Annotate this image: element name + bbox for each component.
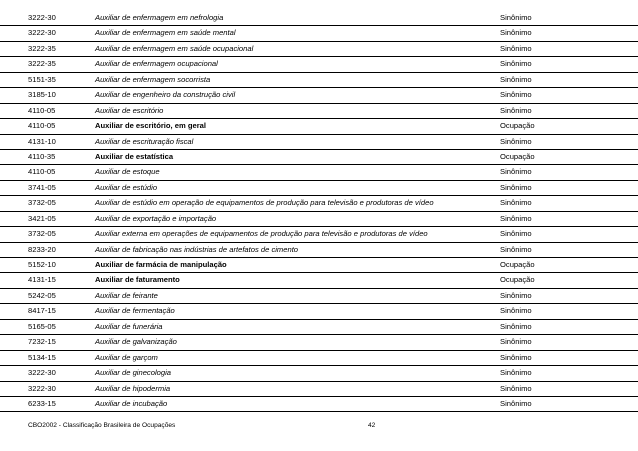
cbo-code: 8233-20 xyxy=(28,244,56,254)
occupation-title: Auxiliar de estoque xyxy=(95,167,160,177)
table-row xyxy=(0,196,638,211)
cbo-code: 8417-15 xyxy=(28,306,56,316)
occupation-title: Auxiliar de engenheiro da construção civil xyxy=(95,90,236,100)
table-row xyxy=(0,150,638,165)
table-row xyxy=(0,104,638,119)
cbo-code: 5165-05 xyxy=(28,321,56,331)
table-row xyxy=(0,258,638,273)
cbo-code: 5152-10 xyxy=(28,260,56,269)
entry-type: Ocupação xyxy=(500,260,535,269)
entry-type: Sinônimo xyxy=(500,368,532,378)
entry-type: Sinônimo xyxy=(500,244,532,254)
footer-title: CBO2002 - Classificação Brasileira de Ocupações xyxy=(28,422,176,429)
entry-type: Ocupação xyxy=(500,121,535,131)
occupation-title: Auxiliar de exportação e importação xyxy=(95,213,217,223)
entry-type: Sinônimo xyxy=(500,229,532,239)
occupation-title: Auxiliar de incubação xyxy=(95,398,168,408)
occupation-title: Auxiliar de escritório, em geral xyxy=(95,121,206,131)
cbo-code: 5151-35 xyxy=(28,74,56,84)
table-row xyxy=(0,212,638,227)
occupation-title: Auxiliar de farmácia de manipulação xyxy=(95,260,227,269)
cbo-code: 5134-15 xyxy=(28,352,56,362)
cbo-code: 4110-05 xyxy=(28,121,56,131)
table-row xyxy=(0,243,638,258)
table-row xyxy=(0,289,638,304)
occupation-title: Auxiliar de fermentação xyxy=(95,306,175,316)
entry-type: Sinônimo xyxy=(500,13,532,22)
table-row xyxy=(0,273,638,288)
occupation-title: Auxiliar de feirante xyxy=(95,290,158,300)
occupation-title: Auxiliar de enfermagem em saúde ocupacional xyxy=(95,43,254,53)
table-row xyxy=(0,119,638,134)
table-row xyxy=(0,304,638,319)
cbo-code: 4131-15 xyxy=(28,275,56,285)
occupation-title: Auxiliar de enfermagem ocupacional xyxy=(95,59,218,69)
entry-type: Sinônimo xyxy=(500,337,532,347)
table-row xyxy=(0,320,638,335)
table-row xyxy=(0,165,638,180)
entry-type: Sinônimo xyxy=(500,352,532,362)
table-row xyxy=(0,73,638,88)
occupation-title: Auxiliar de fabricação nas indústrias de artefatos de cimento xyxy=(95,244,299,254)
occupation-title: Auxiliar de escrituração fiscal xyxy=(95,136,194,146)
cbo-code: 3222-35 xyxy=(28,43,56,53)
cbo-code: 4110-35 xyxy=(28,151,56,161)
entry-type: Sinônimo xyxy=(500,290,532,300)
cbo-code: 3222-30 xyxy=(28,383,56,393)
entry-type: Sinônimo xyxy=(500,136,532,146)
entry-type: Sinônimo xyxy=(500,213,532,223)
entry-type: Sinônimo xyxy=(500,198,532,208)
entry-type: Sinônimo xyxy=(500,383,532,393)
table-row xyxy=(0,88,638,103)
cbo-code: 3741-05 xyxy=(28,182,56,192)
cbo-code: 4110-05 xyxy=(28,105,56,115)
table-row xyxy=(0,366,638,381)
occupation-title: Auxiliar de enfermagem socorrista xyxy=(95,74,211,84)
table-row xyxy=(0,11,638,26)
table-row xyxy=(0,26,638,41)
entry-type: Ocupação xyxy=(500,151,535,161)
table-row xyxy=(0,42,638,57)
occupation-title: Auxiliar de funerária xyxy=(95,321,163,331)
entry-type: Sinônimo xyxy=(500,28,532,38)
entry-type: Sinônimo xyxy=(500,306,532,316)
occupation-title: Auxiliar de escritório xyxy=(95,105,164,115)
cbo-code: 3222-35 xyxy=(28,59,56,69)
table-row xyxy=(0,135,638,150)
entry-type: Sinônimo xyxy=(500,182,532,192)
occupation-title: Auxiliar de garçom xyxy=(95,352,158,362)
occupation-title: Auxiliar de faturamento xyxy=(95,275,180,285)
cbo-code: 7232-15 xyxy=(28,337,56,347)
entry-type: Sinônimo xyxy=(500,321,532,331)
cbo-code: 3732-05 xyxy=(28,198,56,208)
table-row xyxy=(0,397,638,412)
table-row xyxy=(0,57,638,72)
table-row xyxy=(0,382,638,397)
table-row xyxy=(0,227,638,242)
table-row xyxy=(0,335,638,350)
cbo-code: 3732-05 xyxy=(28,229,56,239)
cbo-code: 4110-05 xyxy=(28,167,56,177)
occupation-title: Auxiliar de galvanização xyxy=(95,337,177,347)
occupation-title: Auxiliar de estatística xyxy=(95,151,174,161)
entry-type: Sinônimo xyxy=(500,74,532,84)
entry-type: Sinônimo xyxy=(500,59,532,69)
cbo-code: 6233-15 xyxy=(28,398,56,408)
page-number: 42 xyxy=(368,422,376,429)
occupation-title: Auxiliar de hipodermia xyxy=(95,383,171,393)
occupation-title: Auxiliar de ginecologia xyxy=(95,368,171,378)
cbo-code: 3185-10 xyxy=(28,90,56,100)
entry-type: Sinônimo xyxy=(500,43,532,53)
cbo-code: 3222-30 xyxy=(28,13,56,22)
entry-type: Ocupação xyxy=(500,275,535,285)
occupation-title: Auxiliar externa em operações de equipamentos de produção para televisão e produtoras de vídeo xyxy=(95,229,428,239)
cbo-code: 3421-05 xyxy=(28,213,56,223)
entry-type: Sinônimo xyxy=(500,105,532,115)
occupation-title: Auxiliar de estúdio em operação de equipamentos de produção para televisão e produtoras de vídeo xyxy=(95,198,434,208)
entry-type: Sinônimo xyxy=(500,90,532,100)
table-row xyxy=(0,181,638,196)
cbo-code: 5242-05 xyxy=(28,290,56,300)
occupation-title: Auxiliar de enfermagem em saúde mental xyxy=(95,28,236,38)
occupation-title: Auxiliar de estúdio xyxy=(95,182,158,192)
entry-type: Sinônimo xyxy=(500,167,532,177)
occupation-title: Auxiliar de enfermagem em nefrologia xyxy=(95,13,224,22)
cbo-code: 4131-10 xyxy=(28,136,56,146)
entry-type: Sinônimo xyxy=(500,398,532,408)
occupation-table xyxy=(0,11,638,412)
cbo-code: 3222-30 xyxy=(28,28,56,38)
cbo-code: 3222-30 xyxy=(28,368,56,378)
table-row xyxy=(0,351,638,366)
